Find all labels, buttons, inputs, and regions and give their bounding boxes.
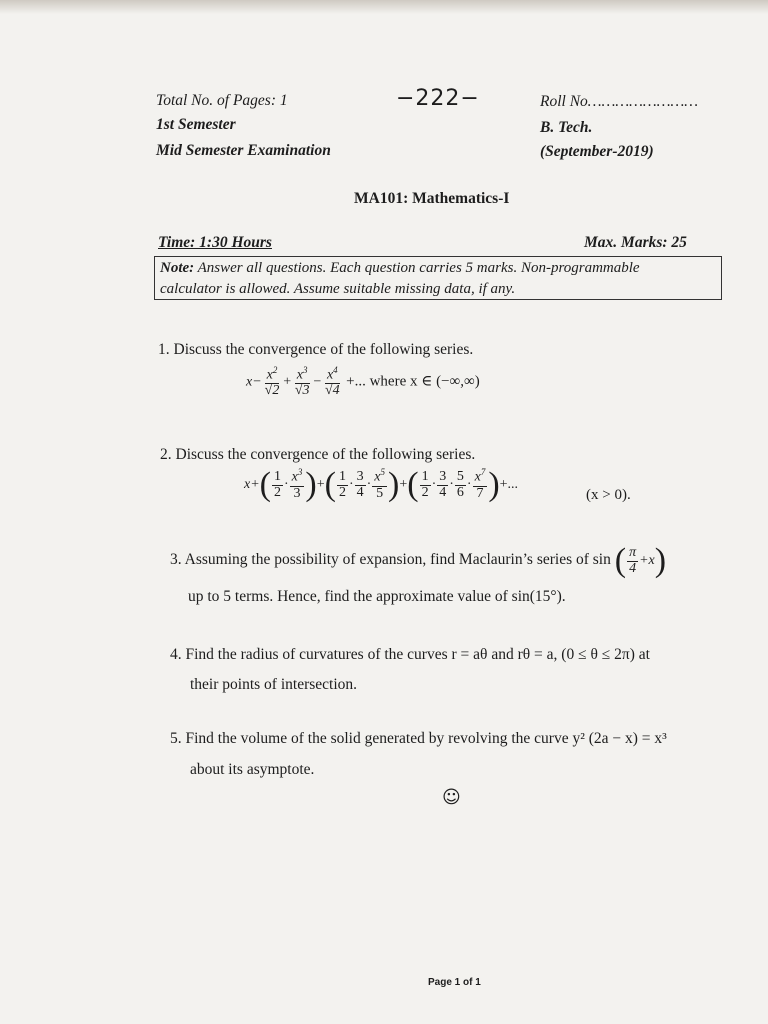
- programme: B. Tech.: [540, 119, 593, 136]
- page-footer: Page 1 of 1: [428, 977, 481, 988]
- exam-name: Mid Semester Examination: [156, 142, 331, 159]
- semester: 1st Semester: [156, 116, 236, 133]
- handwritten-code: −222−: [396, 86, 480, 111]
- question-3: 3. Assuming the possibility of expansion, find Maclaurin’s series of sin ( $\frac{\pi}{4}$ +x): [170, 542, 667, 579]
- question-number: 1.: [158, 341, 170, 358]
- paper-top-edge: [0, 0, 768, 14]
- total-pages: Total No. of Pages: 1: [156, 92, 288, 109]
- q1-where: +... where x ∈ (−∞,∞): [346, 373, 480, 390]
- question-number: 5.: [170, 730, 182, 747]
- question-text: Find the radius of curvatures of the curves r = aθ and rθ = a, (0 ≤ θ ≤ 2π) at: [185, 646, 650, 663]
- time-allowed: Time: 1:30 Hours: [158, 234, 272, 251]
- note-label: Note:: [160, 260, 195, 276]
- question-4: [170, 646, 650, 664]
- question-5-line-2: about its asymptote.: [190, 761, 315, 778]
- note-line-1: [160, 260, 640, 277]
- question-text: Find the volume of the solid generated by revolving the curve y² (2a − x) = x³: [185, 730, 667, 747]
- term-3: $\frac{x^4}{√4}$: [324, 365, 340, 399]
- question-5: [170, 730, 667, 748]
- question-text: Discuss the convergence of the following series.: [173, 341, 474, 358]
- term-1: $\frac{x^2}{√2}$: [264, 365, 280, 399]
- exam-session: (September-2019): [540, 143, 654, 160]
- q2-series: x+( $\frac{1}{2}$ · $\frac{x^3}{3}$ )+( $\frac{1}{2}$ · $\frac{3}{4}$ · $\frac{x^5}{5}$ )+( $\frac{1}{2}$ · $\frac{3}{4}$ · $\frac{5}{6}$ · $\frac{x^7}{7}$ )+...: [244, 466, 519, 503]
- smiley-icon: ☺: [442, 787, 461, 808]
- q1-series: x− $\frac{x^2}{√2}$ + $\frac{x^3}{√3}$ − $\frac{x^4}{√4}$ +... where x ∈ (−∞,∞): [246, 365, 480, 399]
- q2-tail: +...: [499, 477, 519, 493]
- question-number: 4.: [170, 646, 182, 663]
- question-number: 2.: [160, 446, 172, 463]
- question-number: 3.: [170, 551, 182, 569]
- question-text: Discuss the convergence of the following series.: [175, 446, 476, 463]
- q2-condition: (x > 0).: [586, 487, 631, 503]
- term-2: $\frac{x^3}{√3}$: [294, 365, 310, 399]
- note-line-2: calculator is allowed. Assume suitable missing data, if any.: [160, 281, 516, 297]
- course-title: MA101: Mathematics-I: [354, 190, 510, 207]
- question-text: Assuming the possibility of expansion, find Maclaurin’s series of sin: [184, 551, 611, 569]
- question-4-line-2: their points of intersection.: [190, 676, 358, 693]
- max-marks: Max. Marks: 25: [584, 234, 687, 251]
- roll-no: Roll No……………………: [540, 93, 699, 110]
- question-2: [160, 446, 475, 464]
- question-3-line-2: up to 5 terms. Hence, find the approximate value of sin(15°).: [188, 588, 566, 605]
- question-1: [158, 341, 473, 359]
- note-text-1: Answer all questions. Each question carries 5 marks. Non-programmable: [197, 260, 640, 276]
